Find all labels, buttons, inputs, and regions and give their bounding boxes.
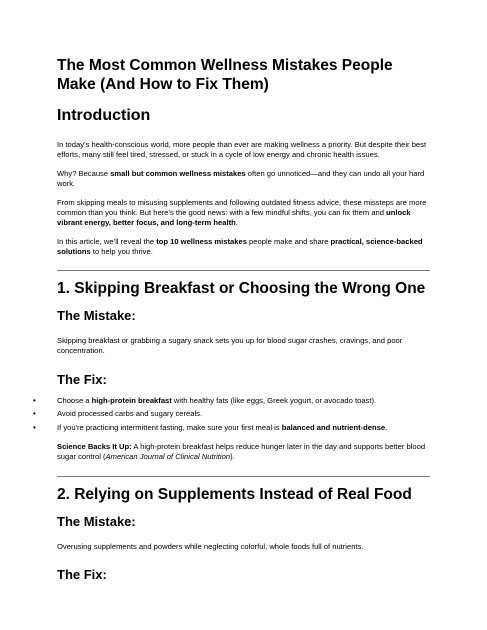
intro-paragraph-2: Why? Because small but common wellness mistakes often go unnoticed—and they can undo all your hard work.	[57, 169, 425, 188]
section-2-heading: 2. Relying on Supplements Instead of Real Food	[57, 485, 412, 503]
list-item: • Choose a high-protein breakfast with healthy fats (like eggs, Greek yogurt, or avocado toast).	[33, 395, 377, 405]
section-1-mistake-text: Skipping breakfast or grabbing a sugary snack sets you up for blood sugar crashes, cravings, and poor concentration.	[57, 336, 403, 355]
emphasis: practical, science-backed solutions	[57, 237, 423, 256]
emphasis: unlock vibrant energy, better focus, and long-term health	[57, 207, 411, 227]
emphasis: small but common wellness mistakes	[110, 169, 246, 179]
section-2-mistake-text: Overusing supplements and powders while neglecting colorful, whole foods full of nutrients.	[57, 541, 364, 551]
list-item: • Avoid processed carbs and sugary cereals.	[33, 409, 203, 419]
section-1-fix-list	[33, 395, 430, 433]
section-2-fix-heading: The Fix:	[57, 567, 107, 583]
science-label: Science Backs It Up:	[57, 442, 132, 452]
list-item: • If you're practicing intermittent fasting, make sure your first meal is balanced and nutrient-dense.	[33, 422, 388, 432]
intro-paragraph-1: In today’s health-conscious world, more people than ever are making wellness a priority. But despite their best efforts, many still feel tired, stressed, or stuck in a cycle of low energy and chronic health issues.	[57, 140, 427, 159]
intro-paragraph-4: In this article, we’ll reveal the top 10 wellness mistakes people make and share practical, science-backed solutions to help you thrive.	[57, 237, 423, 256]
bullet-icon: •	[33, 395, 36, 405]
science-note: Science Backs It Up: A high-protein breakfast helps reduce hunger later in the day and supports better blood sugar control (American Journal of Clinical Nutrition).	[57, 442, 426, 461]
bullet-icon: •	[33, 409, 36, 419]
section-1-mistake-heading: The Mistake:	[57, 308, 136, 324]
document-title: The Most Common Wellness Mistakes People Make (And How to Fix Them)	[57, 57, 393, 93]
section-2-mistake-heading: The Mistake:	[57, 513, 136, 529]
section-1-fix-heading: The Fix:	[57, 371, 107, 387]
bullet-icon: •	[33, 422, 36, 432]
section-divider	[57, 476, 430, 477]
section-divider	[57, 270, 430, 271]
intro-paragraph-3: From skipping meals to misusing supplements and following outdated fitness advice, these missteps are more common than you think. But here’s the good news: with a few mindful shifts, you can fix them and unlock vibrant energy, better focus, and long-term health.	[57, 198, 427, 227]
section-1-heading: 1. Skipping Breakfast or Choosing the Wrong One	[57, 280, 426, 298]
intro-heading: Introduction	[57, 107, 151, 124]
citation-source: American Journal of Clinical Nutrition	[105, 451, 231, 461]
emphasis: top 10 wellness mistakes	[156, 237, 247, 247]
